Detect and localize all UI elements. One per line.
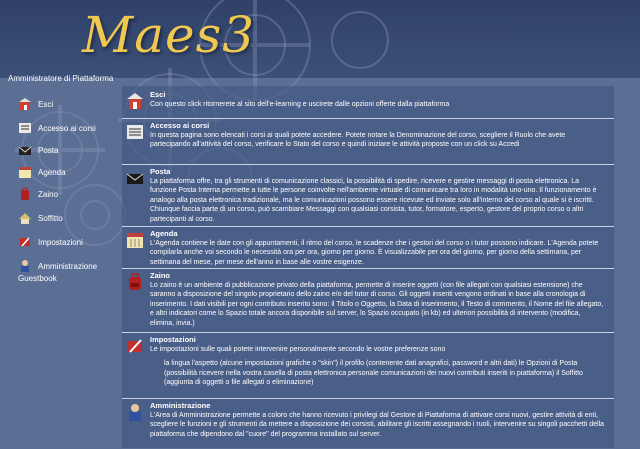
sidebar-item-label: Amministrazione — [38, 261, 98, 271]
attic-icon — [18, 211, 32, 225]
entry-description: L'Agenda contiene le date con gli appuntamenti, il ritmo del corso, le scadenze che i gestori del corso o i tutor possono indicare. L'Agenda potete compilarla anche voi secondo le necessità ora per ora, giorno per giorno. È visualizzabile per ora del giorno, per giorno della settimana, per settimana del mese, per mese dell'anno in base alle vostre esigenze. — [150, 240, 599, 266]
sidebar-item-label: Esci — [38, 99, 54, 109]
sidebar-nav — [0, 86, 118, 286]
sidebar-item-impostazioni[interactable] — [18, 234, 83, 250]
entry-title[interactable]: Impostazioni — [150, 335, 196, 344]
sidebar-item-soffitto[interactable] — [18, 210, 63, 226]
entry-title[interactable]: Agenda — [150, 229, 178, 238]
entry-details: la lingua l'aspetto (alcune impostazioni grafiche o "skin") il profilo (contenente dati anagrafici, password e altri dati) le Opzioni di Posta (possibilità ricevere nella vostra casella di posta elettronica personale comunicazioni dei nuovi contributi inseriti in piattaforma) il Soffitto (aggiunta di oggetti o file allegati o eliminazione) — [164, 360, 583, 387]
entry-description — [150, 345, 605, 388]
exit-icon — [18, 97, 32, 111]
entry-esci — [122, 88, 614, 118]
backpack-icon — [18, 187, 32, 201]
sidebar-item-label: Posta — [38, 145, 59, 155]
sidebar-item-amministrazione[interactable] — [18, 258, 97, 274]
settings-icon[interactable] — [126, 337, 144, 355]
courses-icon — [18, 121, 32, 135]
entry-title[interactable]: Accesso ai corsi — [150, 121, 210, 130]
entry-accesso-corsi — [122, 118, 614, 165]
entry-intro: Le impostazioni sulle quali potete intervenire personalmente secondo le vostre preferenze sono — [150, 346, 446, 353]
entry-zaino — [122, 268, 614, 333]
exit-icon[interactable] — [126, 92, 144, 110]
entry-description: In questa pagina sono elencati i corsi ai quali potete accedere. Potete notare la Denominazione del corso, scegliere il Ruolo che avete partecipando all'attività del corso, verificare lo Stato del corso e quindi iniziare le attività proposte con un click su Accedi — [150, 132, 566, 149]
sidebar-item-label: Zaino — [38, 189, 59, 199]
main-content — [122, 86, 614, 448]
entry-description: La piattaforma offre, tra gli strumenti di comunicazione classici, la possibilità di spedire, ricevere e gestire messaggi di posta elettronica. La funzione Posta Interna permette a tutte le persone coinvolte nell'ambiente virtuale di comunicare tra loro in modalità uno-uno. Il funzionamento è analogo alla posta elettronica tradizionale, ma le comunicazioni possono essere ricevute ed inviate solo all'interno del corso al quale si è iscritti. Chiunque faccia parte di un corso, può scambiare Messaggi con qualsiasi corsista, tutor, formatore, esperto, gestore del proprio corso o altri partecipanti al corso. — [150, 178, 597, 223]
entry-title[interactable]: Posta — [150, 167, 171, 176]
sidebar-item-zaino[interactable] — [18, 186, 58, 202]
mail-icon — [18, 143, 32, 157]
entry-title[interactable]: Amministrazione — [150, 401, 211, 410]
sidebar-item-label: Accesso ai corsi — [38, 123, 96, 133]
sidebar-item-agenda[interactable] — [18, 164, 66, 180]
entry-agenda — [122, 226, 614, 269]
entry-title[interactable]: Esci — [150, 90, 166, 99]
entry-impostazioni — [122, 332, 614, 399]
user-role-label: Amministratore di Piattaforma — [8, 74, 114, 83]
entry-description: Lo zaino è un ambiente di pubblicazione privato della piattaforma, permette di inserire oggetti (con file allegati con qualsiasi estensione) che saranno a disposizione del singolo proprietario dello zaino e/o del tutor di corso. Gli oggetti inseriti vengono ordinati in base alla cronologia di inserimento. I dati visibili per ogni contributo inserito sono: il Titolo o Oggetto, la Data di inserimento, il Testo di commento, il Nome del file allegato, e altri indicatori come lo Spazio totale ancora disponibile sul server, lo Spazio occupato (in kb) ed ulteriori possibilità di intervento (modifica, elimina, invia.) — [150, 282, 604, 327]
courses-icon[interactable] — [126, 123, 144, 141]
entry-posta — [122, 164, 614, 227]
entry-amministrazione — [122, 398, 614, 449]
sidebar-item-posta[interactable] — [18, 142, 58, 158]
mail-icon[interactable] — [126, 169, 144, 187]
entry-description: Con questo click ritornerete al sito dell'e-learning e uscirete dalle opzioni offerte dalla piattaforma — [150, 101, 450, 108]
sidebar-item-label: Impostazioni — [38, 237, 83, 247]
sidebar-item-label: Soffitto — [38, 213, 63, 223]
sidebar-item-esci[interactable] — [18, 96, 53, 112]
settings-icon — [18, 235, 32, 249]
backpack-icon[interactable] — [126, 273, 144, 291]
sidebar-item-label: Agenda — [38, 167, 66, 177]
entry-title[interactable]: Zaino — [150, 271, 170, 280]
sidebar-item-accesso-corsi[interactable] — [18, 120, 96, 136]
admin-icon — [18, 259, 32, 273]
entry-description: L'Area di Amministrazione permette a coloro che hanno ricevuto i privilegi dal Gestore di Piattaforma di attivare corsi nuovi, gestire attività di enti, scegliere le funzioni e gli strumenti da mettere a disposizione dei corsisti, abilitare gli iscritti assegnando i ruoli, intervenire su singoli pacchetti della piattaforma che dipendono dal "cuore" del programma installato sul server. — [150, 412, 605, 438]
guestbook-link[interactable]: Guestbook — [18, 274, 57, 283]
calendar-icon — [18, 165, 32, 179]
admin-icon[interactable] — [126, 403, 144, 421]
app-logo: Maes3 — [82, 6, 256, 64]
calendar-icon[interactable] — [126, 231, 144, 249]
